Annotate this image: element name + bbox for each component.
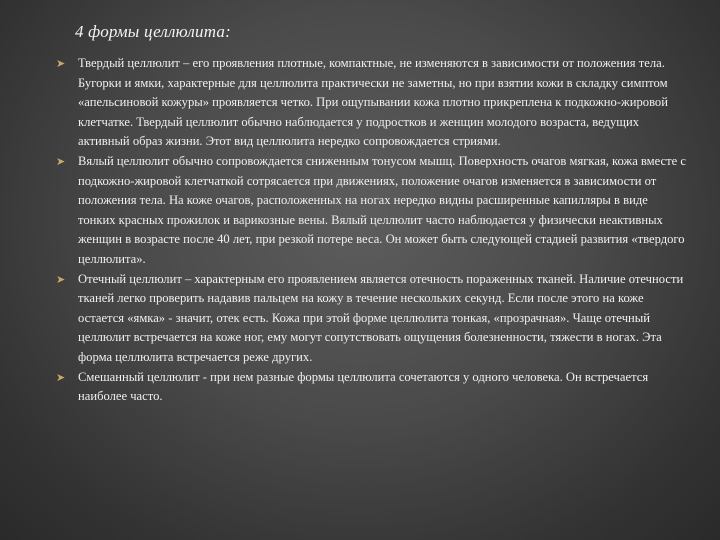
bullet-item-mixed-cellulite	[56, 368, 686, 407]
arrowhead-bullet-icon: ➤	[56, 57, 66, 70]
arrowhead-bullet-icon: ➤	[56, 370, 66, 384]
bullet-item-edematous-cellulite	[56, 270, 686, 368]
bullet-text: Вялый целлюлит обычно сопровождается сниженным тонусом мышц. Поверхность очагов мягкая, кожа вместе с подкожно-жировой клетчаткой сотрясается при движениях, положение очагов изменяется в зависимости от положения тела. На коже очагов, расположенных на ногах нередко видны расширенные капилляры в виде тонких красных прожилок и варикозные вены. Вялый целлюлит часто наблюдается у физически неактивных женщин в возрасте после 40 лет, при резкой потере веса. Он может быть следующей стадией развития «твердого целлюлита».	[78, 153, 686, 266]
arrowhead-bullet-icon: ➤	[56, 272, 66, 286]
arrowhead-bullet-icon: ➤	[56, 154, 66, 168]
bullet-item-flabby-cellulite	[56, 152, 686, 270]
bullet-text: Твердый целлюлит – его проявления плотные, компактные, не изменяются в зависимости от положения тела. Бугорки и ямки, характерные для целлюлита практически не заметны, но при взятии кожи в складку симптом «апельсиновой кожуры» проявляется четко. При ощупывании кожа плотно прикреплена к подкожно-жировой клетчатке. Твердый целлюлит обычно наблюдается у подростков и женщин молодого возраста, ведущих активный образ жизни. Этот вид целлюлита нередко сопровождается стриями.	[78, 56, 668, 149]
bullet-item-solid-cellulite	[56, 54, 686, 152]
bullet-list	[56, 54, 686, 407]
bullet-text: Отечный целлюлит – характерным его проявлением является отечность пораженных тканей. Наличие отечности тканей легко проверить надавив пальцем на кожу в течение нескольких секунд. Если после этого на коже остается «ямка» - значит, отек есть. Кожа при этой форме целлюлита тонкая, «прозрачная». Чаще отечный целлюлит встречается на коже ног, ему могут сопутствовать ощущения болезненности, тяжести в ногах. Эта форма целлюлита встречается реже других.	[78, 271, 684, 364]
bullet-text: Смешанный целлюлит - при нем разные формы целлюлита сочетаются у одного человека. Он встречается наиболее часто.	[78, 369, 649, 404]
slide-title: 4 формы целлюлита:	[75, 22, 231, 41]
